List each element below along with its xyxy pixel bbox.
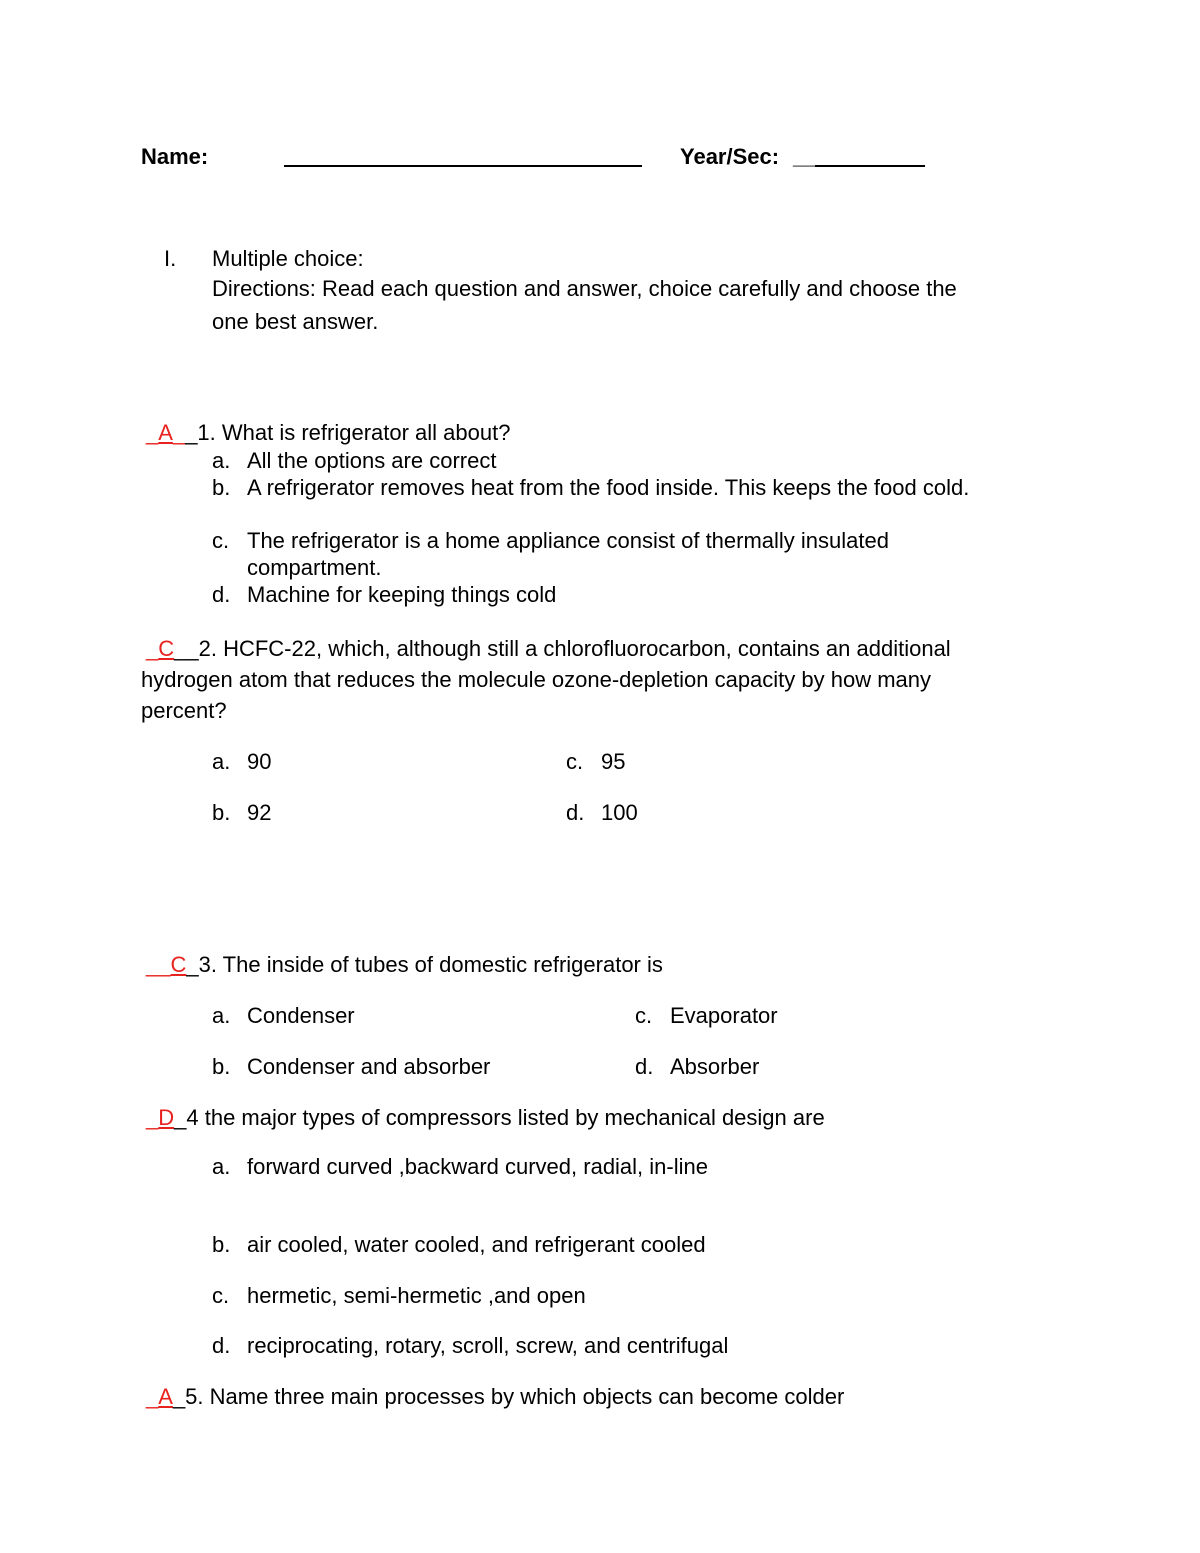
question-5-stem [146,1384,844,1410]
answer-letter: C [170,952,187,977]
question-2-line-2: hydrogen atom that reduces the molecule ozone-depletion capacity by how many [141,667,932,692]
question-text: _1. What is refrigerator all about? [185,420,511,445]
option-1b: b. A refrigerator removes heat from the food inside. This keeps the food cold. [212,475,970,500]
answer-letter: D [158,1105,175,1130]
question-text: __2. HCFC-22, which, although still a chlorofluorocarbon, contains an additional [174,636,951,661]
answer-prefix: _ [146,636,159,661]
option-2a: a. 90 [212,749,272,774]
question-2-stem [146,636,951,662]
option-4a: a. forward curved ,backward curved, radial, in-line [212,1154,708,1179]
year-sec-blank-line [815,165,925,167]
option-4c: c. hermetic, semi-hermetic ,and open [212,1283,586,1308]
answer-letter: A [158,420,173,445]
option-4b: b. air cooled, water cooled, and refrigerant cooled [212,1232,706,1257]
answer-prefix: _ [146,1384,159,1409]
question-text: _5. Name three main processes by which objects can become colder [172,1384,845,1409]
option-2c: c. 95 [566,749,626,774]
question-2-line-3: percent? [141,698,227,723]
option-1d: d. Machine for keeping things cold [212,582,557,607]
option-2d: d. 100 [566,800,638,825]
option-1c-continued: compartment. [247,555,382,580]
directions-line-2: one best answer. [212,309,379,334]
year-sec-blank: __ [793,144,818,169]
question-text: _4 the major types of compressors listed by mechanical design are [174,1105,825,1130]
question-text: _3. The inside of tubes of domestic refrigerator is [186,952,663,977]
option-3d: d. Absorber [635,1054,760,1079]
name-label: Name: [141,144,209,169]
option-3c: c. Evaporator [635,1003,778,1028]
section-numeral: I. [164,246,177,271]
option-3a: a. Condenser [212,1003,355,1028]
answer-prefix: __ [146,952,171,977]
answer-letter: A [158,1384,173,1409]
answer-prefix: _ [146,1105,159,1130]
year-sec-label: Year/Sec: [680,144,780,169]
name-blank-line [284,165,642,167]
option-4d: d. reciprocating, rotary, scroll, screw, and centrifugal [212,1333,729,1358]
directions-line-1: Directions: Read each question and answer, choice carefully and choose the [212,276,957,301]
option-1a: a. All the options are correct [212,448,497,473]
question-4-stem [146,1105,825,1131]
section-title: Multiple choice: [212,246,364,271]
answer-prefix: _ [146,420,159,445]
option-1c: c. The refrigerator is a home appliance consist of thermally insulated [212,528,889,553]
option-3b: b. Condenser and absorber [212,1054,491,1079]
question-3-stem [146,952,663,978]
answer-letter: C [158,636,175,661]
question-1-stem: _A__1. What is refrigerator all about? [146,420,511,445]
option-2b: b. 92 [212,800,272,825]
